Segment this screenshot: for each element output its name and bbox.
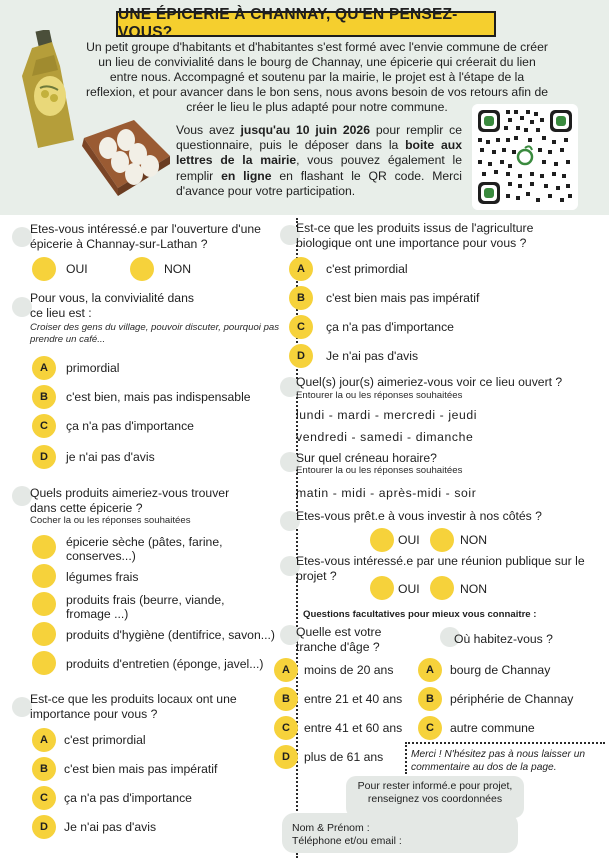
option-letter: D <box>40 451 48 463</box>
option-c-checkbox[interactable] <box>32 414 56 438</box>
page-title: UNE ÉPICERIE À CHANNAY, QU'EN PENSEZ-VOUS? <box>116 11 496 37</box>
age-d-checkbox[interactable] <box>274 745 298 769</box>
deadline-text: Vous avez <box>176 123 241 137</box>
option-label: Je n'ai pas d'avis <box>326 349 419 363</box>
age-a-checkbox[interactable] <box>274 658 298 682</box>
non-label: NON <box>460 533 488 547</box>
option-letter: D <box>282 751 290 763</box>
oui-checkbox[interactable] <box>370 576 394 600</box>
oui-checkbox[interactable] <box>32 257 56 281</box>
option-label: ça n'a pas d'importance <box>326 320 454 334</box>
option-label: c'est bien mais pas impératif <box>326 291 480 305</box>
option-letter: D <box>297 350 305 362</box>
question-produits: Quels produits aimeriez-vous trouver dans cette épicerie ? <box>30 486 230 515</box>
question-jours: Quel(s) jour(s) aimeriez-vous voir ce lieu ouvert ? <box>296 375 563 389</box>
option-b-checkbox[interactable] <box>32 385 56 409</box>
product-label: produits frais (beurre, viande, fromage ...) <box>66 593 225 621</box>
qr-code-icon[interactable] <box>472 104 578 210</box>
question-age: Quelle est votre tranche d'âge ? <box>296 625 382 654</box>
option-letter: B <box>40 391 48 403</box>
option-letter: C <box>282 722 290 734</box>
option-letter: D <box>40 821 48 833</box>
oui-checkbox[interactable] <box>370 528 394 552</box>
non-checkbox[interactable] <box>130 257 154 281</box>
option-letter: B <box>426 693 434 705</box>
option-label: c'est bien, mais pas indispensable <box>66 390 251 404</box>
option-label: primordial <box>66 361 120 375</box>
header-panel <box>0 0 609 215</box>
product-label: légumes frais <box>66 570 139 584</box>
option-letter: A <box>297 263 305 275</box>
question-bubble <box>12 227 32 247</box>
option-label: je n'ai pas d'avis <box>66 450 155 464</box>
option-letter: A <box>40 362 48 374</box>
option-b-checkbox[interactable] <box>289 286 313 310</box>
deadline-text: pour remplir ce questionnaire, puis le déposer dans la <box>176 123 463 153</box>
option-label: ça n'a pas d'importance <box>66 419 194 433</box>
stay-informed-box: Pour rester informé.e pour projet, renseignez vos coordonnées <box>346 776 524 818</box>
option-label: entre 41 et 60 ans <box>304 721 403 735</box>
question-bubble <box>12 697 32 717</box>
option-d-checkbox[interactable] <box>289 344 313 368</box>
option-label: c'est primordial <box>64 733 146 747</box>
option-label: périphérie de Channay <box>450 692 574 706</box>
product-checkbox[interactable] <box>32 535 56 559</box>
option-letter: C <box>426 722 434 734</box>
question-produits-sub: Cocher la ou les réponses souhaitées <box>30 515 191 526</box>
oui-label: OUI <box>398 533 420 547</box>
option-a-checkbox[interactable] <box>32 728 56 752</box>
question-convivialite-sub: Croiser des gens du village, pouvoir discuter, pourquoi pas prendre un café... <box>30 322 280 345</box>
age-c-checkbox[interactable] <box>274 716 298 740</box>
option-letter: B <box>282 693 290 705</box>
question-investir: Etes-vous prêt.e à vous investir à nos côtés ? <box>296 509 542 523</box>
phone-field-label[interactable]: Téléphone et/ou email : <box>292 835 402 847</box>
option-label: bourg de Channay <box>450 663 551 677</box>
non-label: NON <box>460 582 488 596</box>
non-checkbox[interactable] <box>430 576 454 600</box>
product-checkbox[interactable] <box>32 592 56 616</box>
question-convivialite: Pour vous, la convivialité dans ce lieu est : <box>30 291 194 320</box>
oil-bottle-icon <box>18 30 78 150</box>
timeslot-line[interactable]: matin - midi - après-midi - soir <box>296 486 477 500</box>
question-jours-sub: Entourer la ou les réponses souhaitées <box>296 390 463 401</box>
product-label: produits d'entretien (éponge, javel...) <box>66 657 264 671</box>
intro-paragraph: Un petit groupe d'habitants et d'habitantes s'est formé avec l'envie commune de créer un lieu de convivialité dans le bourg de Channay, une épicerie qui créerait du lien entre nous. Accompagné et soutenu par la mairie, le projet est à l'étape de la reflexion, et pour avancer dans le bon sens, nous avons besoin de vos retours afin de créer le lieu le plus adapté pour notre commune. <box>85 40 549 114</box>
deadline-online: en ligne <box>221 168 272 183</box>
deadline-text: , vous pouvez également le remplir <box>176 153 462 183</box>
option-label: ça n'a pas d'importance <box>64 791 192 805</box>
question-reunion: Etes-vous intéressé.e par une réunion publique sur le projet ? <box>296 554 585 583</box>
option-label: c'est bien mais pas impératif <box>64 762 218 776</box>
option-letter: C <box>40 792 48 804</box>
product-checkbox[interactable] <box>32 622 56 646</box>
option-letter: A <box>426 664 434 676</box>
option-d-checkbox[interactable] <box>32 445 56 469</box>
question-habitat: Où habitez-vous ? <box>454 632 553 646</box>
question-creneau: Sur quel créneau horaire? <box>296 451 437 465</box>
option-letter: A <box>282 664 290 676</box>
option-label: Je n'ai pas d'avis <box>64 820 157 834</box>
option-d-checkbox[interactable] <box>32 815 56 839</box>
product-checkbox[interactable] <box>32 564 56 588</box>
option-a-checkbox[interactable] <box>289 257 313 281</box>
option-label: autre commune <box>450 721 535 735</box>
question-creneau-sub: Entourer la ou les réponses souhaitées <box>296 465 463 476</box>
question-interest: Etes-vous intéressé.e par l'ouverture d'une épicerie à Channay-sur-Lathan ? <box>30 222 261 251</box>
deadline-text: en flashant le QR code. Merci d'avance pour votre participation. <box>176 168 462 198</box>
oui-label: OUI <box>398 582 420 596</box>
eggs-carton-icon <box>78 118 173 198</box>
days-line-2[interactable]: vendredi - samedi - dimanche <box>296 430 474 444</box>
question-bubble <box>12 297 32 317</box>
option-label: c'est primordial <box>326 262 408 276</box>
question-locaux: Est-ce que les produits locaux ont une importance pour vous ? <box>30 692 237 721</box>
home-b-checkbox[interactable] <box>418 687 442 711</box>
deadline-date: jusqu'au 10 juin 2026 <box>240 123 370 137</box>
merci-note: Merci ! N'hésitez pas à nous laisser un commentaire au dos de la page. <box>405 742 605 774</box>
question-bio: Est-ce que les produits issus de l'agriculture biologique ont une importance pour vous ? <box>296 221 534 250</box>
oui-label: OUI <box>66 262 88 276</box>
option-c-checkbox[interactable] <box>289 315 313 339</box>
option-letter: B <box>40 763 48 775</box>
name-field-label[interactable]: Nom & Prénom : <box>292 822 370 834</box>
option-letter: C <box>297 321 305 333</box>
home-c-checkbox[interactable] <box>418 716 442 740</box>
days-line-1[interactable]: lundi - mardi - mercredi - jeudi <box>296 408 478 422</box>
option-label: plus de 61 ans <box>304 750 384 764</box>
deadline-paragraph <box>176 123 462 199</box>
optional-heading: Questions facultatives pour mieux vous connaitre : <box>303 609 537 620</box>
option-a-checkbox[interactable] <box>32 356 56 380</box>
product-checkbox[interactable] <box>32 651 56 675</box>
option-letter: C <box>40 420 48 432</box>
home-a-checkbox[interactable] <box>418 658 442 682</box>
non-checkbox[interactable] <box>430 528 454 552</box>
option-b-checkbox[interactable] <box>32 757 56 781</box>
option-label: moins de 20 ans <box>304 663 394 677</box>
option-label: entre 21 et 40 ans <box>304 692 403 706</box>
option-c-checkbox[interactable] <box>32 786 56 810</box>
product-label: produits d'hygiène (dentifrice, savon...) <box>66 628 275 642</box>
option-letter: B <box>297 292 305 304</box>
contact-box <box>282 813 518 853</box>
product-label: épicerie sèche (pâtes, farine, conserves...) <box>66 535 223 563</box>
option-letter: A <box>40 734 48 746</box>
non-label: NON <box>164 262 192 276</box>
age-b-checkbox[interactable] <box>274 687 298 711</box>
deadline-mailbox: boite aux lettres de la mairie <box>176 138 462 168</box>
question-bubble <box>12 486 32 506</box>
